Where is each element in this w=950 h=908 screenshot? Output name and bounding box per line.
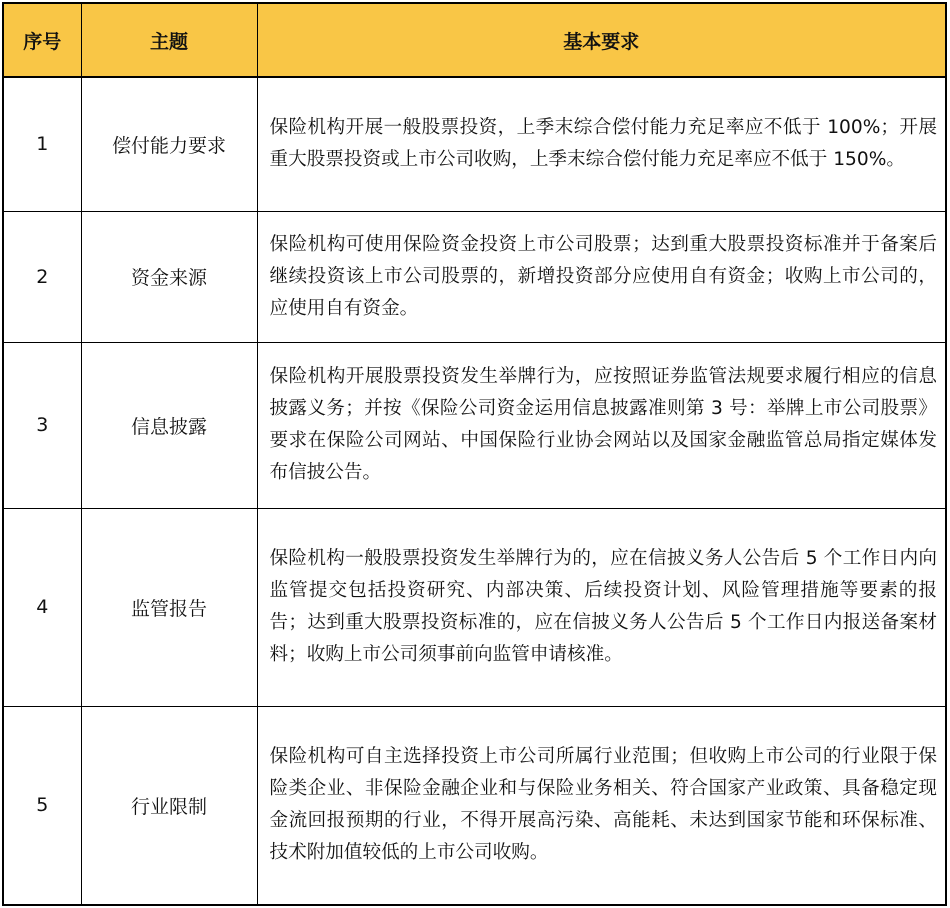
table-row [3,508,946,706]
row-requirement-cell [257,706,946,905]
table-row [3,77,946,211]
row-number: 3 [3,342,81,508]
row-topic: 信息披露 [81,342,257,508]
row-requirement: 保险机构一般股票投资发生举牌行为的，应在信披义务人公告后 5 个工作日内向监管提交包括投资研究、内部决策、后续投资计划、风险管理措施等要素的报告；达到重大股票投资标准的，应在信披义务人公告后 5 个工作日内报送备案材料；收购上市公司须事前向监管申请核准。 [269,548,937,665]
header-topic: 主题 [81,3,257,77]
row-topic: 监管报告 [81,508,257,706]
header-requirement: 基本要求 [257,3,946,77]
row-topic: 资金来源 [81,211,257,342]
row-requirement: 保险机构可自主选择投资上市公司所属行业范围；但收购上市公司的行业限于保险类企业、非保险金融企业和与保险业务相关、符合国家产业政策、具备稳定现金流回报预期的行业，不得开展高污染、高能耗、未达到国家节能和环保标准、技术附加值较低的上市公司收购。 [269,746,937,864]
document-page [2,2,947,904]
row-requirement: 保险机构可使用保险资金投资上市公司股票；达到重大股票投资标准并于备案后继续投资该上市公司股票的，新增投资部分应使用自有资金；收购上市公司的，应使用自有资金。 [269,233,937,319]
row-requirement-cell [257,342,946,508]
row-topic: 偿付能力要求 [81,77,257,211]
row-number: 1 [3,77,81,211]
table-row [3,706,946,905]
table-row [3,211,946,342]
row-requirement-cell [257,211,946,342]
requirements-table [2,2,947,906]
table-header-row [3,3,946,77]
row-requirement-cell [257,77,946,211]
row-number: 2 [3,211,81,342]
table-row [3,342,946,508]
row-requirement-cell [257,508,946,706]
row-topic: 行业限制 [81,706,257,905]
row-number: 4 [3,508,81,706]
row-requirement: 保险机构开展股票投资发生举牌行为，应按照证券监管法规要求履行相应的信息披露义务；并按《保险公司资金运用信息披露准则第 3 号：举牌上市公司股票》要求在保险公司网站、中国保险行业协会网站以及国家金融监管总局指定媒体发布信披公告。 [269,366,937,483]
row-requirement: 保险机构开展一般股票投资，上季末综合偿付能力充足率应不低于 100%；开展重大股票投资或上市公司收购，上季末综合偿付能力充足率应不低于 150%。 [269,117,937,171]
header-no: 序号 [3,3,81,77]
row-number: 5 [3,706,81,905]
